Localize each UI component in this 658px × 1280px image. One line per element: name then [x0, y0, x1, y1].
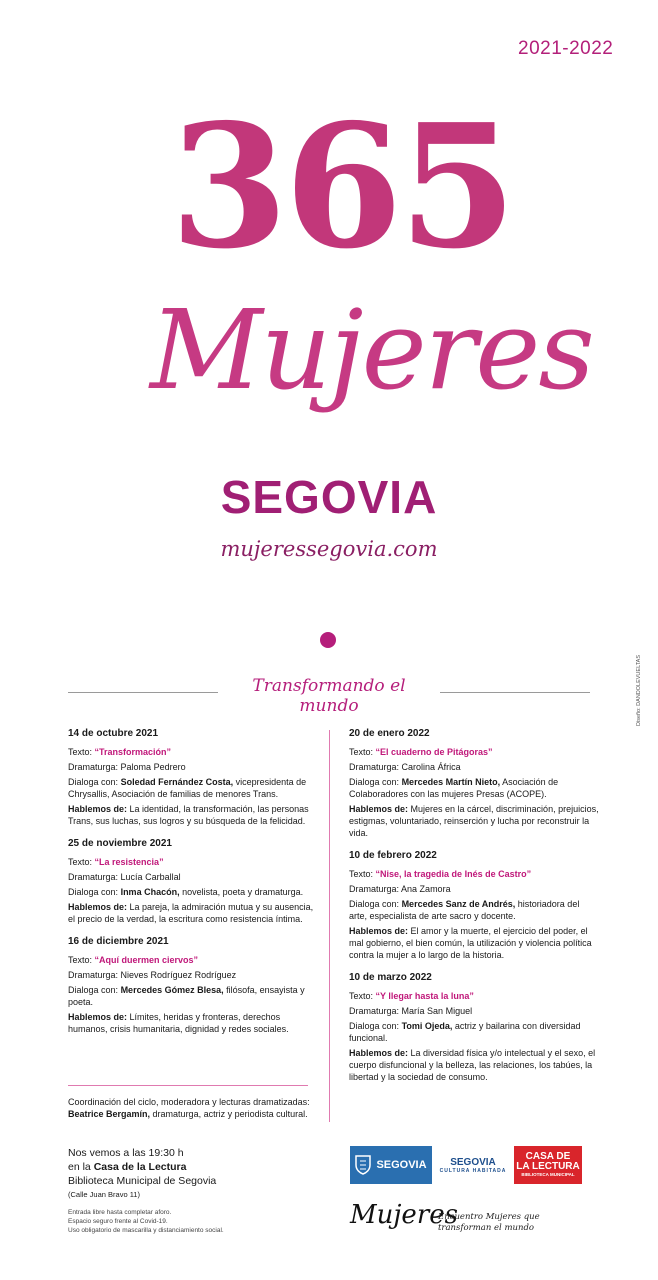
guest-desc: historiadora del arte, especialista de arte sacro y docente. — [349, 899, 580, 921]
label: Dialoga con: — [349, 1021, 400, 1031]
label: Dramaturga: — [349, 762, 400, 772]
label: Dialoga con: — [68, 985, 119, 995]
column-divider — [329, 730, 330, 1122]
label: Texto: — [349, 869, 374, 879]
session-date: 16 de diciembre 2021 — [68, 936, 169, 947]
topics: La diversidad física y/o intelectual y el sexo, el cuerpo disfuncional y la belleza, las relaciones, los tabúes, la libertad y la sociedad de consumo. — [349, 1048, 596, 1082]
topics: La pareja, la admiración mutua y su ausencia, el precio de la verdad, la escritura como resistencia íntima. — [68, 902, 314, 924]
label: Texto: — [349, 747, 374, 757]
left-column — [68, 728, 318, 1046]
label: Hablemos de: — [68, 804, 128, 814]
tagline: Transformando el mundo — [252, 676, 406, 716]
coordination-rule — [68, 1085, 308, 1086]
label: Texto: — [349, 991, 374, 1001]
venue-name: Casa de la Lectura — [93, 1161, 187, 1173]
dramaturga: María San Miguel — [401, 1006, 473, 1016]
session — [68, 728, 318, 827]
label: Dialoga con: — [68, 777, 119, 787]
session-title: “Y llegar hasta la luna” — [375, 991, 474, 1001]
guest-name: Mercedes Sanz de Andrés, — [401, 899, 516, 909]
venue-library: Biblioteca Municipal de Segovia — [68, 1175, 217, 1187]
guest-desc: Asociación de Colaboradores con las mujeres Presas (ACOPE). — [349, 777, 559, 799]
label: Texto: — [68, 955, 93, 965]
label: Hablemos de: — [349, 804, 409, 814]
mujeres-logo: Mujeres — [350, 1200, 458, 1230]
guest-desc: vicepresidenta de Chrysallis, Asociación de familias de menores Trans. — [68, 777, 307, 799]
venue-time: Nos vemos a las 19:30 h — [68, 1147, 184, 1159]
session — [68, 838, 318, 925]
logo-text: SEGOVIA — [376, 1159, 427, 1171]
dramaturga: Lucía Carballal — [120, 872, 181, 882]
logo-text: LA LECTURA — [516, 1161, 580, 1172]
session-title: “El cuaderno de Pitágoras” — [375, 747, 493, 757]
years-label: 2021-2022 — [518, 38, 614, 59]
label: Dialoga con: — [68, 887, 119, 897]
coat-of-arms-icon — [355, 1155, 371, 1175]
venue-info — [68, 1146, 216, 1202]
website-link[interactable]: mujeressegovia.com — [220, 537, 438, 561]
coordination-label: Coordinación del ciclo, moderadora y lecturas dramatizadas: — [68, 1097, 310, 1107]
city-title: SEGOVIA — [220, 471, 438, 523]
label: Texto: — [68, 747, 93, 757]
topics: Límites, heridas y fronteras, derechos humanos, crisis humanitaria, dignidad y redes sociales. — [68, 1012, 289, 1034]
session — [349, 972, 599, 1083]
dramaturga: Nieves Rodríguez Rodríguez — [120, 970, 237, 980]
session-title: “La resistencia” — [94, 857, 164, 867]
label: Dramaturga: — [349, 884, 400, 894]
session-date: 10 de marzo 2022 — [349, 972, 432, 983]
session — [68, 936, 318, 1035]
label: Dramaturga: — [349, 1006, 400, 1016]
fine-line: Uso obligatorio de mascarilla y distanciamiento social. — [68, 1227, 224, 1234]
venue-address: (Calle Juan Bravo 11) — [68, 1190, 140, 1199]
label: Dramaturga: — [68, 872, 119, 882]
divider-right — [440, 692, 590, 693]
session — [349, 850, 599, 961]
topics: La identidad, la transformación, las personas Trans, sus luchas, sus logros y su búsqueda de la felicidad. — [68, 804, 309, 826]
guest-desc: filósofa, ensayista y poeta. — [68, 985, 305, 1007]
coordinator-name: Beatrice Bergamín, — [68, 1109, 151, 1119]
guest-name: Inma Chacón, — [120, 887, 180, 897]
label: Hablemos de: — [68, 1012, 128, 1022]
label: Texto: — [68, 857, 93, 867]
guest-name: Mercedes Martín Nieto, — [401, 777, 501, 787]
label: Hablemos de: — [349, 926, 409, 936]
label: Dramaturga: — [68, 970, 119, 980]
guest-name: Mercedes Gómez Blesa, — [120, 985, 224, 995]
coordinator-desc: dramaturga, actriz y periodista cultural. — [150, 1109, 308, 1119]
guest-name: Soledad Fernández Costa, — [120, 777, 234, 787]
guest-desc: actriz y bailarina con diversidad funcional. — [349, 1021, 581, 1043]
fine-line: Espacio seguro frente al Covid-19. — [68, 1218, 168, 1225]
design-credit: Diseño: DANDOLEVUELTAS — [636, 654, 642, 726]
logo-text: CASA DE — [525, 1151, 571, 1162]
segovia-logo — [350, 1146, 432, 1184]
decorative-dot — [320, 632, 336, 648]
label: Dialoga con: — [349, 899, 400, 909]
title-mujeres: Mujeres — [150, 286, 593, 414]
session-date: 20 de enero 2022 — [349, 728, 430, 739]
session-date: 10 de febrero 2022 — [349, 850, 437, 861]
session-title: “Aquí duermen ciervos” — [94, 955, 199, 965]
session-date: 25 de noviembre 2021 — [68, 838, 172, 849]
encuentro-line: transforman el mundo — [438, 1223, 535, 1233]
topics: Mujeres en la cárcel, discriminación, prejuicios, estigmas, voluntariado, reinserción y lucha por reconstruir la vida. — [349, 804, 599, 838]
fine-line: Entrada libre hasta completar aforo. — [68, 1209, 172, 1216]
encuentro-tagline — [438, 1212, 540, 1234]
label: Dialoga con: — [349, 777, 400, 787]
dramaturga: Ana Zamora — [401, 884, 451, 894]
logo-subtext: CULTURA HABITADA — [439, 1167, 507, 1174]
session — [349, 728, 599, 839]
venue-pre: en la — [68, 1161, 94, 1173]
guest-name: Tomi Ojeda, — [401, 1021, 453, 1031]
session-date: 14 de octubre 2021 — [68, 728, 159, 739]
dramaturga: Paloma Pedrero — [120, 762, 186, 772]
logo-text: SEGOVIA — [450, 1156, 496, 1168]
logo-subtext: BIBLIOTECA MUNICIPAL — [521, 1172, 575, 1177]
coordination — [68, 1096, 328, 1120]
divider-left — [68, 692, 218, 693]
right-column — [349, 728, 599, 1094]
topics: El amor y la muerte, el ejercicio del poder, el mal gobierno, el bien común, la utilización y violencia política contra la mujer a lo largo de la historia. — [349, 926, 592, 960]
label: Dramaturga: — [68, 762, 119, 772]
fine-print — [68, 1208, 224, 1235]
encuentro-line: Encuentro Mujeres que — [438, 1212, 540, 1222]
segovia-cultura-logo — [433, 1146, 513, 1184]
session-title: “Transformación” — [94, 747, 172, 757]
session-title: “Nise, la tragedia de Inés de Castro” — [375, 869, 532, 879]
label: Hablemos de: — [349, 1048, 409, 1058]
dramaturga: Carolina África — [401, 762, 461, 772]
label: Hablemos de: — [68, 902, 128, 912]
guest-desc: novelista, poeta y dramaturga. — [179, 887, 304, 897]
title-number: 365 — [170, 87, 513, 287]
casa-lectura-logo — [514, 1146, 582, 1184]
